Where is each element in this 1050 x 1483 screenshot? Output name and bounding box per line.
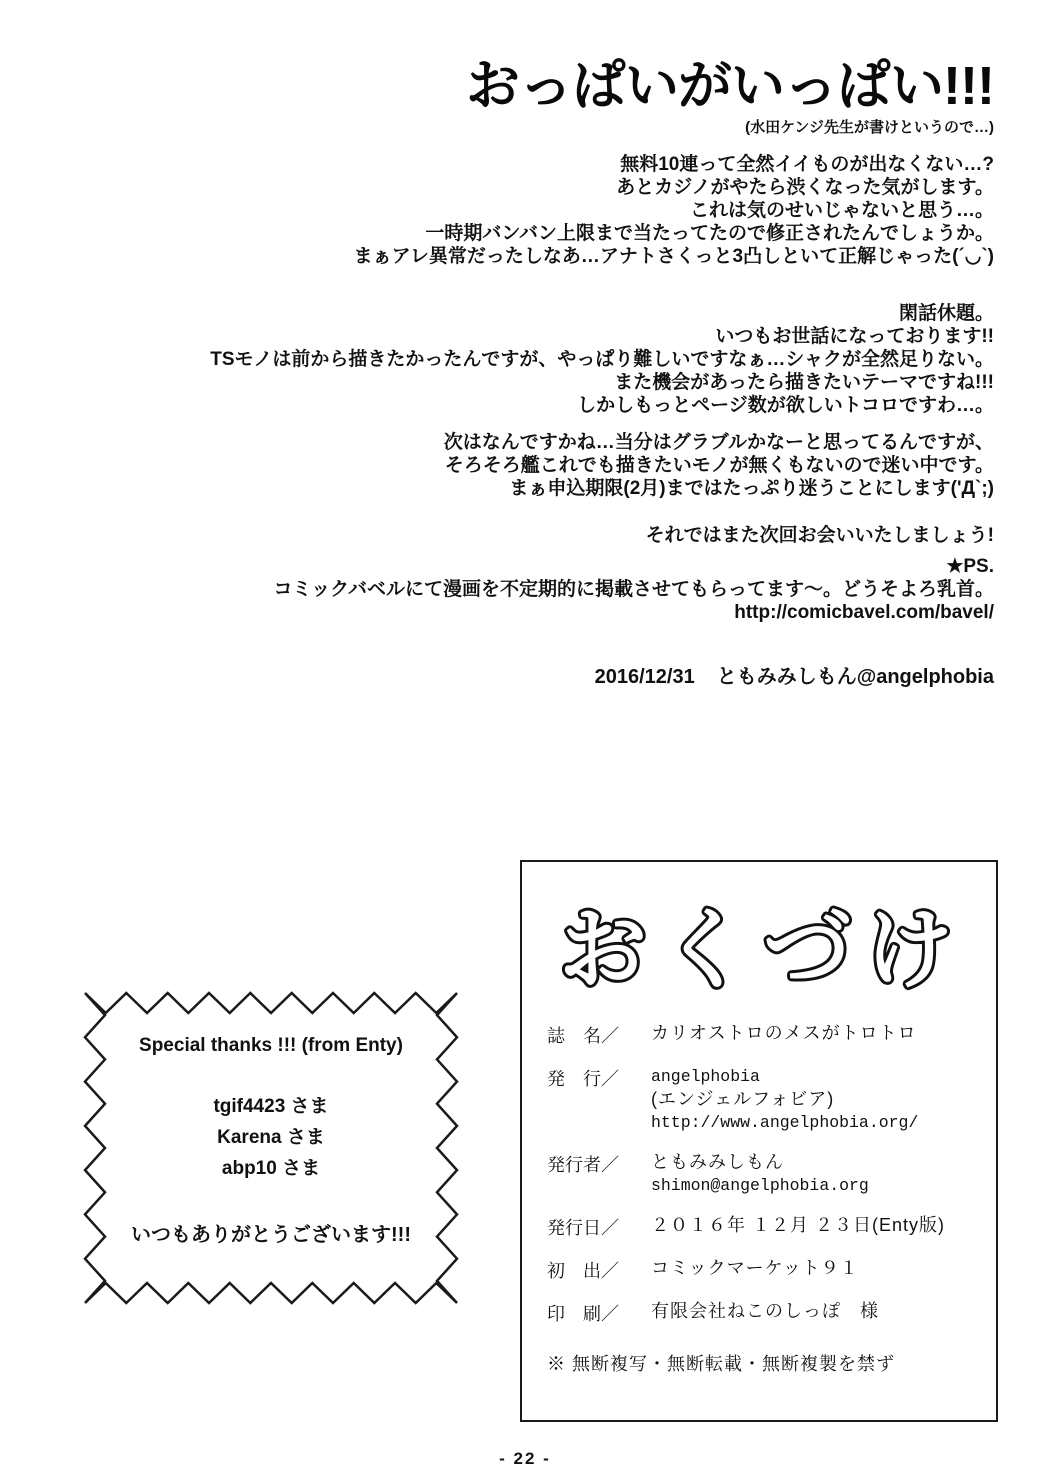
afterword-line: そろそろ艦これでも描きたいモノが無くもないので迷い中です。: [444, 454, 994, 476]
colophon-label: 発行者／: [547, 1155, 619, 1175]
colophon-title: おくづけ: [558, 900, 967, 999]
afterword-paragraph: [54, 555, 994, 624]
afterword-line: それではまた次回お会いいたしましょう!: [645, 524, 994, 546]
afterword-line: これは気のせいじゃないと思う…。: [689, 199, 994, 221]
colophon-row: [547, 1257, 978, 1283]
afterword-line: しかしもっとページ数が欲しいトコロですわ…。: [577, 394, 994, 416]
page-number: - 22 -: [499, 1449, 551, 1468]
special-thanks-box: [83, 991, 459, 1305]
afterword-column: [54, 58, 994, 689]
colophon-label: 発 行／: [547, 1069, 619, 1089]
afterword-line: まぁアレ異常だったしなあ…アナトさくっと3凸しといて正解じゃった(´◡`): [353, 245, 994, 267]
page-title-note: (水田ケンジ先生が書けというので…): [745, 118, 994, 136]
colophon-box: [520, 860, 998, 1422]
colophon-row: [547, 1300, 978, 1326]
afterword-line: 無料10連って全然イイものが出なくない…?: [620, 153, 994, 175]
page-title: おっぱいがいっぱい!!!: [466, 56, 994, 116]
colophon-value: コミックマーケット９１: [651, 1258, 859, 1278]
colophon-row: [547, 1151, 978, 1197]
afterword-line: コミックバベルにて漫画を不定期的に掲載させてもらってます〜。どうそよろ乳首。: [273, 578, 994, 600]
special-thanks-title: Special thanks !!! (from Enty): [139, 1035, 403, 1056]
afterword-line: 次はなんですかね…当分はグラブルかなーと思ってるんですが、: [443, 431, 994, 453]
special-thanks-name: abp10 さま: [221, 1158, 321, 1179]
signoff-author: ともみみしもん@angelphobia: [716, 665, 994, 688]
afterword-line: いつもお世話になっております!!: [715, 325, 994, 347]
special-thanks-content: [83, 991, 459, 1305]
colophon-label: 発行日／: [547, 1218, 619, 1238]
colophon-label: 初 出／: [547, 1261, 619, 1281]
afterword-paragraph: [54, 302, 994, 325]
afterword-line: あとカジノがやたら渋くなった気がします。: [616, 176, 994, 198]
afterword-paragraph: [54, 431, 994, 500]
colophon-value: カリオストロのメスがトロトロ: [651, 1023, 917, 1043]
colophon-row: [547, 1214, 978, 1240]
colophon-value: ともみみしもん: [651, 1152, 784, 1172]
afterword-line: また機会があったら描きたいテーマですね!!!: [614, 371, 994, 393]
afterword-line: TSモノは前から描きたかったんですが、やっぱり難しいですなぁ…シャクが全然足りない。: [210, 348, 994, 370]
colophon-value: 有限会社ねこのしっぽ 様: [651, 1301, 879, 1321]
afterword-line: ★PS.: [946, 555, 994, 577]
colophon-value: (エンジェルフォビア): [651, 1089, 835, 1109]
special-thanks-name: tgif4423 さま: [213, 1096, 329, 1117]
special-thanks-name: Karena さま: [217, 1127, 325, 1148]
colophon-title-art: [548, 880, 978, 1012]
colophon-value: ２０１６年 １２月 ２３日(Enty版): [651, 1215, 946, 1235]
colophon-email: shimon@angelphobia.org: [651, 1176, 869, 1195]
colophon-value: angelphobia: [651, 1067, 760, 1086]
special-thanks-closing: いつもありがとうございます!!!: [131, 1224, 411, 1246]
afterword-line: 一時期バンバン上限まで当たってたので修正されたんでしょうか。: [425, 222, 994, 244]
colophon-row: [547, 1022, 978, 1048]
afterword-paragraph: [54, 153, 994, 268]
colophon-label: 誌 名／: [547, 1026, 619, 1046]
colophon-url: http://www.angelphobia.org/: [651, 1113, 919, 1132]
afterword-line: まぁ申込期限(2月)まではたっぷり迷うことにします('Д`;): [509, 477, 994, 499]
colophon-notice: ※ 無断複写・無断転載・無断複製を禁ず: [547, 1354, 895, 1374]
afterword-line: 閑話休題。: [898, 302, 994, 324]
afterword-paragraph: [54, 325, 994, 417]
afterword-paragraph: [54, 524, 994, 547]
colophon-label: 印 刷／: [547, 1304, 619, 1324]
colophon-row: [547, 1065, 978, 1134]
signoff-date: 2016/12/31: [594, 665, 695, 688]
afterword-url: http://comicbavel.com/bavel/: [734, 601, 994, 623]
signoff: [54, 660, 994, 689]
